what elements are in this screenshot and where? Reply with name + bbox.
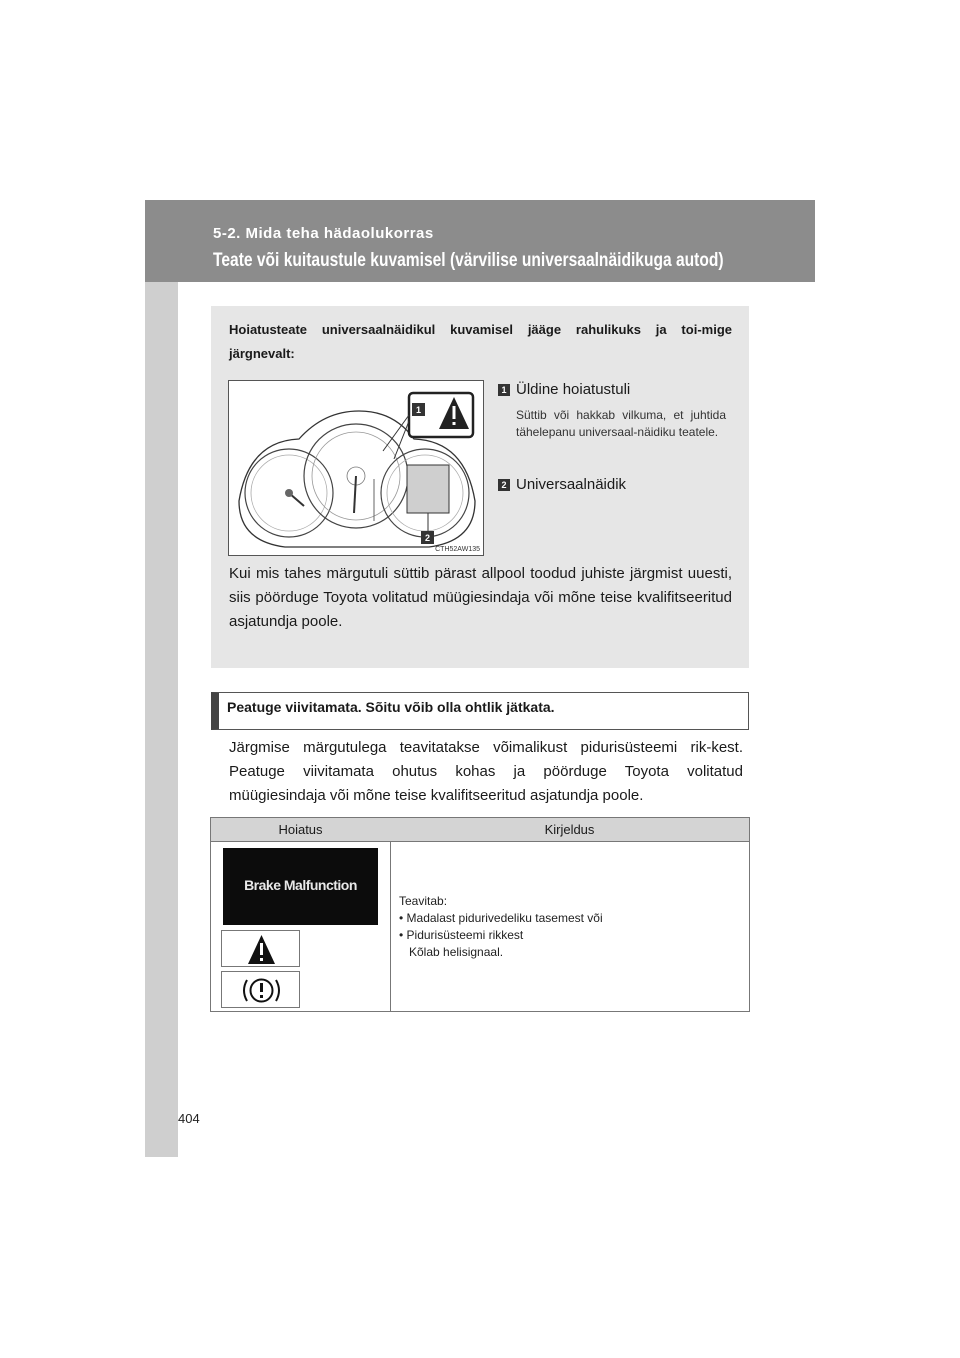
brake-warning-icon [221, 971, 300, 1008]
warning-body: Järgmise märgutulega teavitatakse võimalikust pidurisüsteemi rik-kest. Peatuge viivitamata ohutus kohas ja pöörduge Toyota volitatud müügiesindaja või mõne teise kvalifitseeritud asjatundja poole. [229, 739, 743, 804]
page-number: 404 [178, 1111, 200, 1126]
table-column-divider [390, 841, 391, 1011]
figure-code: CTH52AW135 [435, 546, 480, 553]
desc-line: Kõlab helisignaal. [399, 945, 504, 959]
warning-heading-box [211, 692, 749, 730]
callout-2 [498, 476, 626, 493]
warning-table [210, 817, 750, 1012]
svg-text:2: 2 [424, 533, 431, 543]
desc-line: • Pidurisüsteemi rikkest [399, 928, 524, 942]
callout-2-title: Universaalnäidik [516, 476, 627, 493]
desc-line: • Madalast pidurivedeliku tasemest või [399, 911, 603, 925]
display-message: Brake Malfunction [244, 877, 357, 893]
table-header-description: Kirjeldus [390, 818, 749, 842]
section-title: Teate või kuitaustule kuvamisel (värvilise universaalnäidikuga autod) [213, 250, 724, 271]
table-header-warning: Hoiatus [211, 818, 391, 842]
instrument-cluster-figure [228, 380, 484, 556]
instrument-cluster-illustration [229, 381, 485, 557]
section-label: 5-2. Mida teha hädaolukorras [213, 225, 434, 242]
intro-text: Hoiatusteate universaalnäidikul kuvamisel jääge rahulikuks ja toi-mige järgnevalt: [229, 322, 732, 361]
warning-triangle-icon [221, 930, 300, 967]
warning-heading: Peatuge viivitamata. Sõitu võib olla ohtlik jätkata. [227, 699, 555, 715]
table-description [399, 893, 603, 961]
callout-1-description: Süttib või hakkab vilkuma, et juhtida tähelepanu universaal-näidiku teatele. [516, 408, 726, 439]
note-text: Kui mis tahes märgutuli süttib pärast allpool toodud juhiste järgmist uuesti, siis pöörduge Toyota volitatud müügiesindaja või mõne teise kvalifitseeritud asjatundja poole. [229, 565, 732, 630]
callout-1-number: 1 [498, 384, 510, 396]
callout-2-number: 2 [498, 479, 510, 491]
desc-line: Teavitab: [399, 894, 448, 908]
brake-malfunction-display [223, 848, 378, 925]
callout-1 [498, 381, 630, 398]
callout-1-title: Üldine hoiatustuli [516, 381, 631, 398]
page-sidebar-strip [145, 200, 178, 1157]
svg-text:1: 1 [415, 405, 422, 415]
